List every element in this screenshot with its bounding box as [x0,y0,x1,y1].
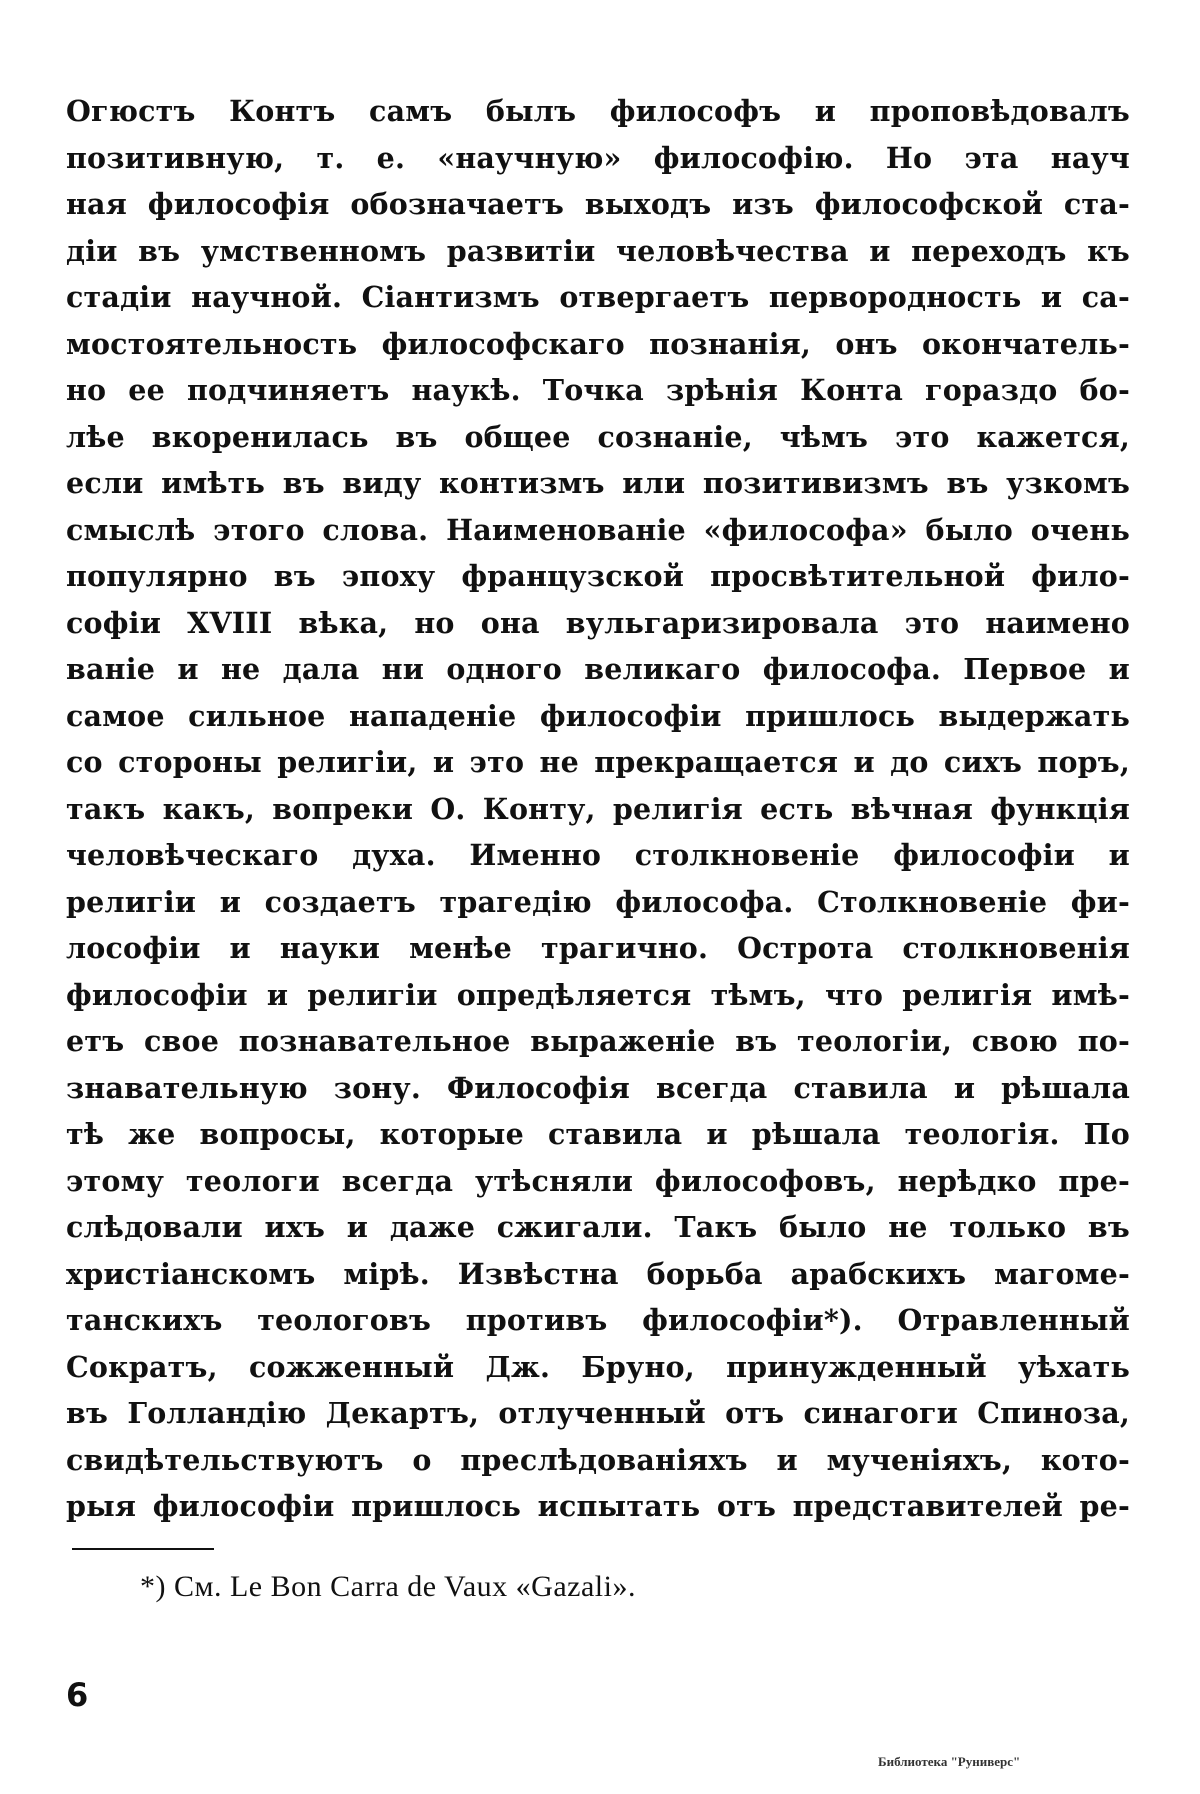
text-line: стадіи научной. Сіантизмъ отвергаетъ первородность и са- [66,280,1130,314]
text-line: свидѣтельствуютъ о преслѣдованіяхъ и мученіяхъ, кото- [66,1442,1130,1477]
main-text [66,88,1130,1530]
text-line: ная философія обозначаетъ выходъ изъ философской ста- [66,187,1130,221]
text-line: лософіи и науки менѣе трагично. Острота столкновенія [66,931,1130,965]
text-line: но ее подчиняетъ наукѣ. Точка зрѣнія Конта гораздо бо- [66,373,1130,407]
text-line: философіи и религіи опредѣляется тѣмъ, что религія имѣ- [66,977,1130,1012]
text-line: софіи XVIII вѣка, но она вульгаризировала это наимено [66,605,1130,640]
text-line: тѣ же вопросы, которые ставила и рѣшала теологія. По [66,1117,1130,1151]
text-line: если имѣть въ виду контизмъ или позитивизмъ въ узкомъ [66,466,1130,500]
text-line: танскихъ теологовъ противъ философіи*). Отравленный [66,1303,1130,1337]
text-line: въ Голландію Декартъ, отлученный отъ синагоги Спиноза, [66,1396,1130,1430]
text-line: этому теологи всегда утѣсняли философовъ, нерѣдко пре- [66,1163,1130,1198]
text-line: лѣе вкоренилась въ общее сознаніе, чѣмъ это кажется, [66,419,1130,454]
text-line: со стороны религіи, и это не прекращается и до сихъ поръ, [66,745,1130,779]
text-line: етъ свое познавательное выраженіе въ теологіи, свою по- [66,1024,1130,1058]
library-watermark: Библиотека "Руниверс" [878,1754,1021,1769]
footnote: *) См. Le Bon Carra de Vaux «Gazali». [140,1570,636,1603]
text-line: знавательную зону. Философія всегда ставила и рѣшала [66,1070,1130,1105]
text-line: рыя философіи пришлось испытать отъ представителей ре- [66,1489,1130,1523]
text-line: слѣдовали ихъ и даже сжигали. Такъ было не только въ [66,1210,1130,1244]
text-line: діи въ умственномъ развитіи человѣчества и переходъ къ [66,233,1130,268]
text-line: человѣческаго духа. Именно столкновеніе философіи и [66,838,1130,872]
text-line: популярно въ эпоху французской просвѣтительной фило- [66,559,1130,593]
text-line: Сократъ, сожженный Дж. Бруно, принужденный уѣхать [66,1349,1130,1384]
text-line: христіанскомъ мірѣ. Извѣстна борьба арабскихъ магоме- [66,1256,1130,1291]
text-line: Огюстъ Контъ самъ былъ философъ и проповѣдовалъ [66,94,1130,128]
text-line: самое сильное нападеніе философіи пришлось выдержать [66,698,1130,733]
text-line: такъ какъ, вопреки О. Конту, религія есть вѣчная функція [66,791,1130,826]
text-line: позитивную, т. е. «научную» философію. Но эта науч [66,140,1130,175]
footnote-divider [72,1548,214,1550]
text-line: смыслѣ этого слова. Наименованіе «философа» было очень [66,512,1130,547]
text-line: ваніе и не дала ни одного великаго философа. Первое и [66,652,1130,686]
text-line: мостоятельность философскаго познанія, онъ окончатель- [66,326,1130,361]
text-line: религіи и создаетъ трагедію философа. Столкновеніе фи- [66,884,1130,919]
page-number: 6 [66,1676,89,1714]
